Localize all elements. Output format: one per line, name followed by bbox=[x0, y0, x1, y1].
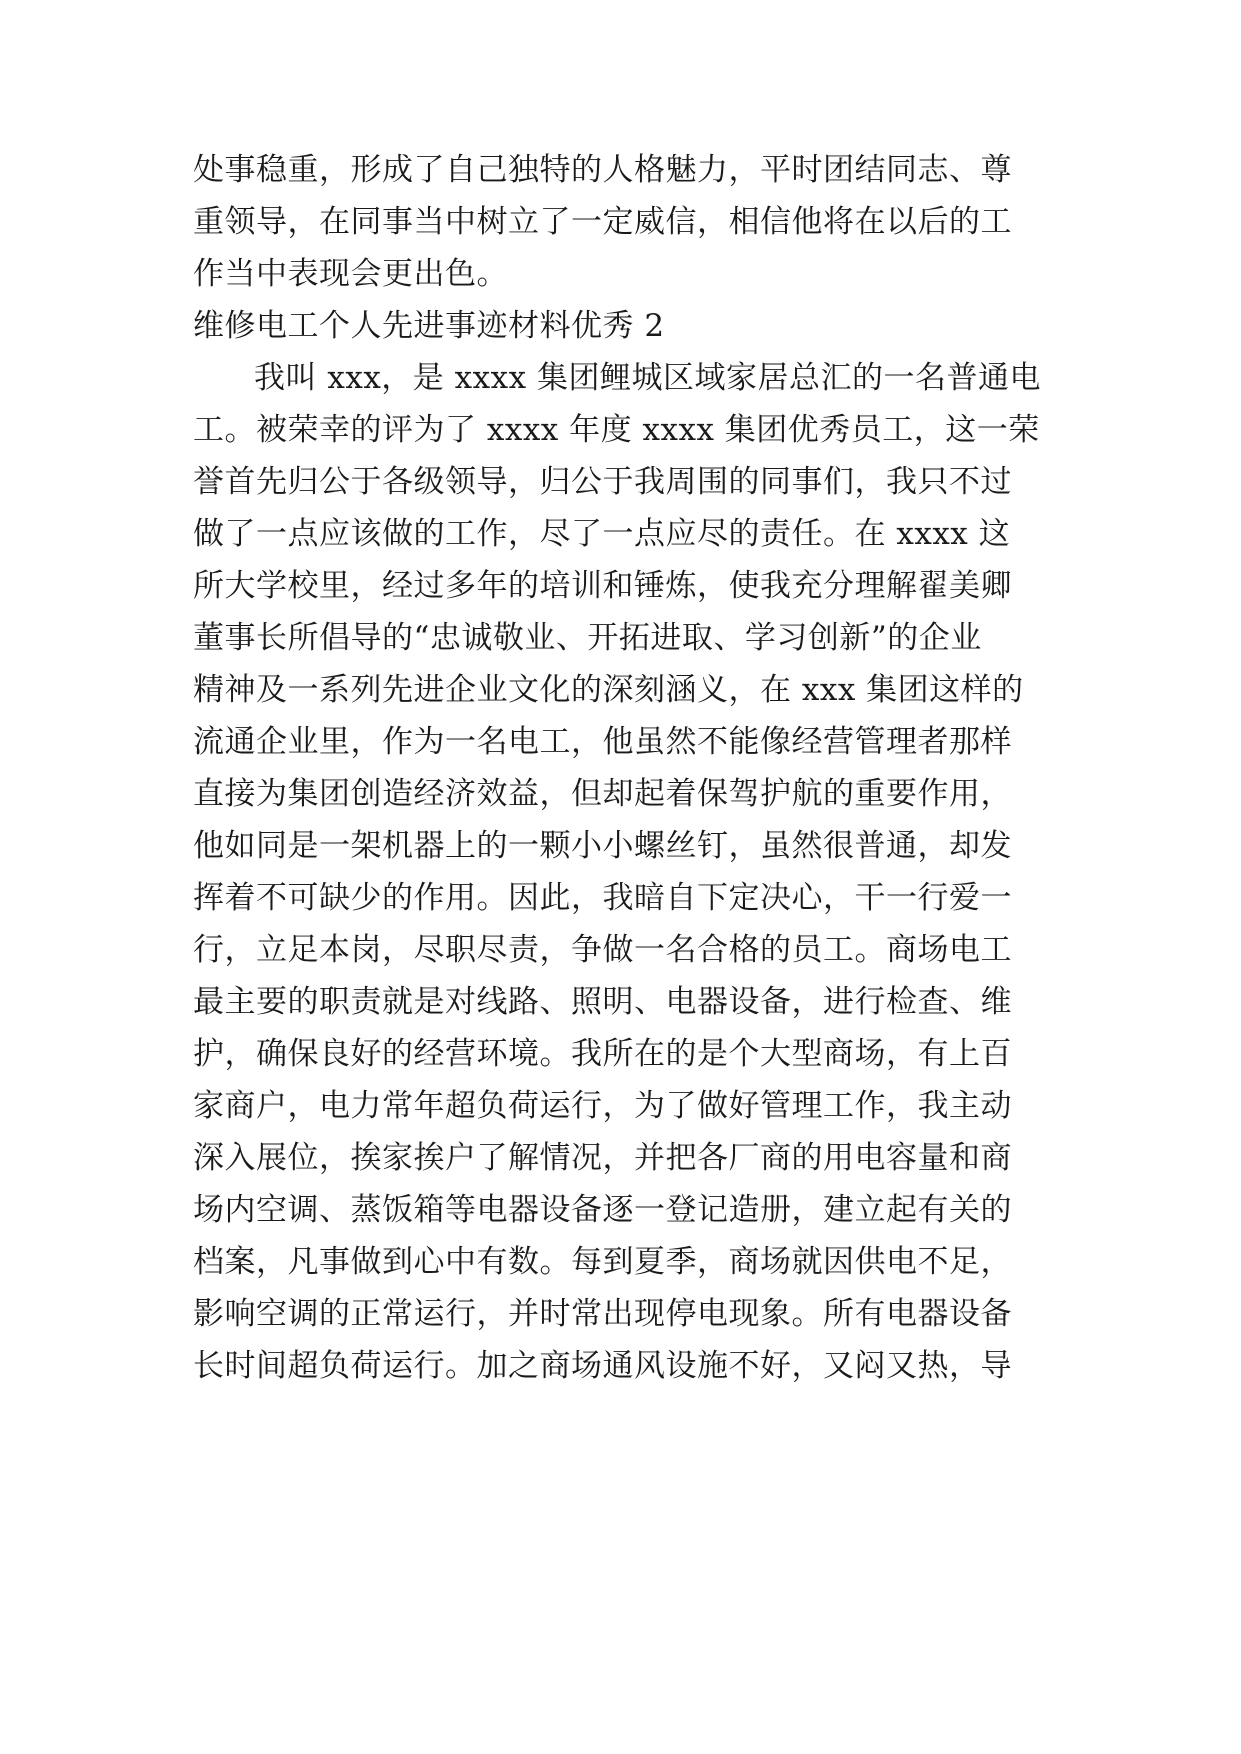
text-line: 工。被荣幸的评为了 xxxx 年度 xxxx 集团优秀员工，这一荣 bbox=[193, 412, 1040, 448]
paragraph-first-line: 我叫 xxx，是 xxxx 集团鲤城区域家居总汇的一名普通电 bbox=[254, 360, 1041, 396]
text-line: 所大学校里，经过多年的培训和锤炼，使我充分理解翟美卿 bbox=[193, 568, 1012, 604]
text-line: 精神及一系列先进企业文化的深刻涵义，在 xxx 集团这样的 bbox=[193, 672, 1024, 708]
text-line: 长时间超负荷运行。加之商场通风设施不好，又闷又热，导 bbox=[193, 1348, 1012, 1384]
text-line: 他如同是一架机器上的一颗小小螺丝钉，虽然很普通，却发 bbox=[193, 828, 1012, 864]
text-line: 作当中表现会更出色。 bbox=[193, 256, 508, 292]
text-line: 家商户，电力常年超负荷运行，为了做好管理工作，我主动 bbox=[193, 1088, 1012, 1124]
text-line: 场内空调、蒸饭箱等电器设备逐一登记造册，建立起有关的 bbox=[193, 1192, 1012, 1228]
text-line: 最主要的职责就是对线路、照明、电器设备，进行检查、维 bbox=[193, 984, 1012, 1020]
text-line: 挥着不可缺少的作用。因此，我暗自下定决心，干一行爱一 bbox=[193, 880, 1012, 916]
text-line: 深入展位，挨家挨户了解情况，并把各厂商的用电容量和商 bbox=[193, 1140, 1012, 1176]
text-line: 档案，凡事做到心中有数。每到夏季，商场就因供电不足， bbox=[193, 1244, 1012, 1280]
text-line: 行，立足本岗，尽职尽责，争做一名合格的员工。商场电工 bbox=[193, 932, 1012, 968]
text-line: 护，确保良好的经营环境。我所在的是个大型商场，有上百 bbox=[193, 1036, 1012, 1072]
text-line: 董事长所倡导的“忠诚敬业、开拓进取、学习创新”的企业 bbox=[193, 620, 982, 656]
text-line: 直接为集团创造经济效益，但却起着保驾护航的重要作用， bbox=[193, 776, 1012, 812]
text-line: 流通企业里，作为一名电工，他虽然不能像经营管理者那样 bbox=[193, 724, 1012, 760]
section-title: 维修电工个人先进事迹材料优秀 2 bbox=[193, 308, 665, 344]
text-line: 重领导，在同事当中树立了一定威信，相信他将在以后的工 bbox=[193, 204, 1012, 240]
text-line: 誉首先归公于各级领导，归公于我周围的同事们，我只不过 bbox=[193, 464, 1012, 500]
text-line: 影响空调的正常运行，并时常出现停电现象。所有电器设备 bbox=[193, 1296, 1012, 1332]
text-line: 做了一点应该做的工作，尽了一点应尽的责任。在 xxxx 这 bbox=[193, 516, 1011, 552]
text-line: 处事稳重，形成了自己独特的人格魅力，平时团结同志、尊 bbox=[193, 152, 1012, 188]
